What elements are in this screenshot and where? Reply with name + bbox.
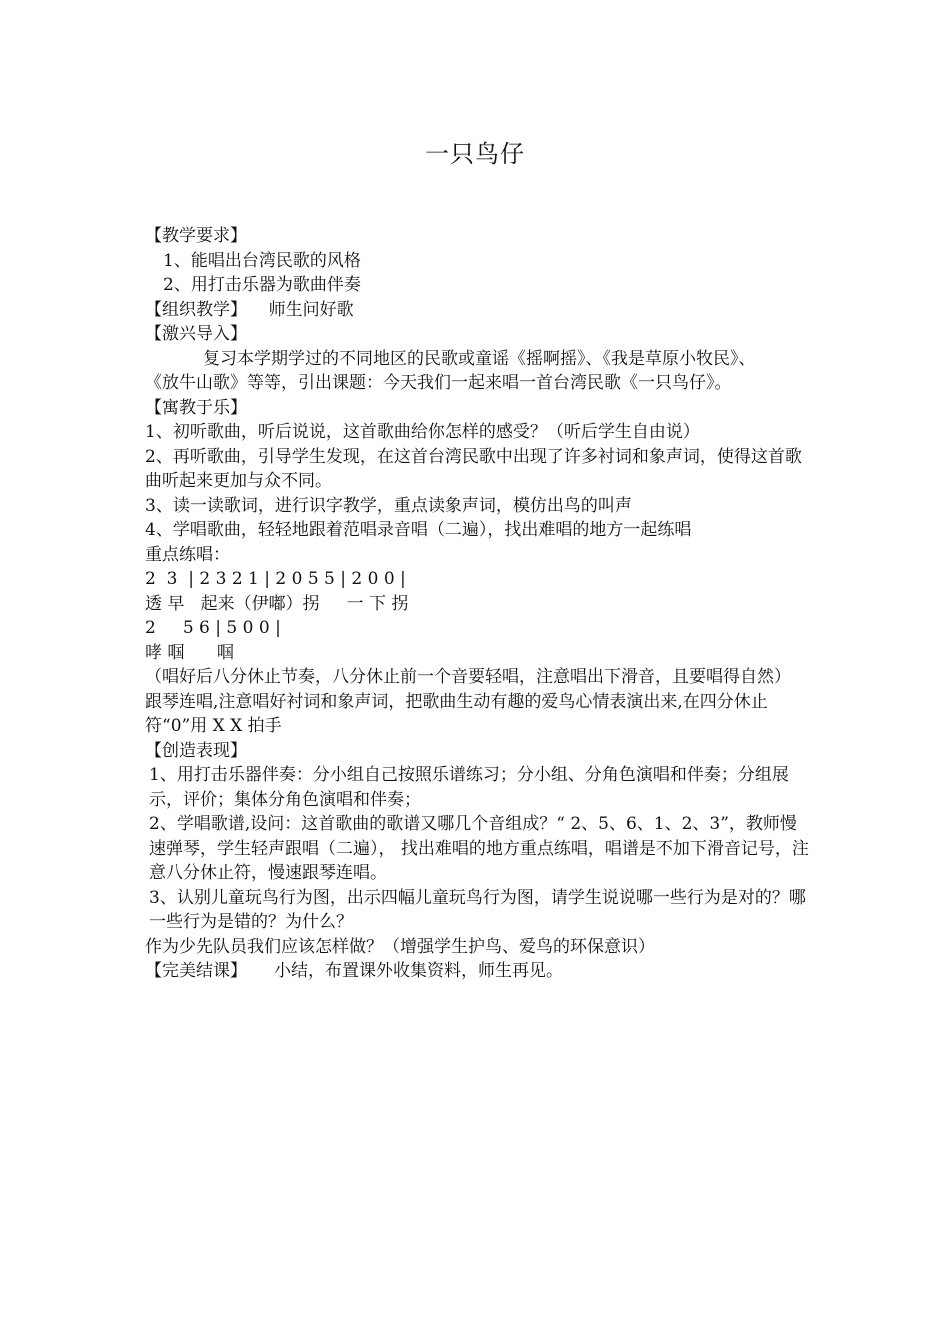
lyrics-line-1: 透 早 起来（伊嘟）拐 一 下 拐 — [145, 593, 409, 614]
document-title: 一只鸟仔 — [425, 140, 525, 168]
creation-item-2: 2、学唱歌谱,设问：这首歌曲的歌谱又哪几个音组成？“ 2、5、6、1、2、3”，教师慢速弹琴，学生轻声跟唱（二遍）， 找出难唱的地方重点练唱，唱谱是不加下滑音记号，注意八分休止符，慢速跟琴连唱。 — [149, 814, 809, 883]
requirement-item-2: 2、用打击乐器为歌曲伴奏 — [163, 275, 361, 295]
introduction-line-1: 复习本学期学过的不同地区的民歌或童谣《摇啊摇》、《我是草原小牧民》、 — [203, 348, 756, 369]
notation-line-1: 2 3 | 2 3 2 1 | 2 0 5 5 | 2 0 0 | — [145, 569, 406, 589]
creation-item-3: 3、认别儿童玩鸟行为图，出示四幅儿童玩鸟行为图，请学生说说哪一些行为是对的？哪一些行为是错的？为什么？ — [149, 887, 806, 932]
requirement-item-1: 1、能唱出台湾民歌的风格 — [163, 250, 361, 271]
teaching-step-1: 1、初听歌曲，听后说说，这首歌曲给你怎样的感受？（听后学生自由说） — [145, 422, 700, 442]
teaching-step-4: 4、学唱歌曲，轻轻地跟着范唱录音唱（二遍），找出难唱的地方一起练唱 — [145, 520, 692, 540]
lyrics-line-2: 哮 啯 啯 — [145, 642, 234, 663]
section-heading-conclusion: 【完美结课】 小结，布置课外收集资料，师生再见。 — [145, 961, 564, 981]
creation-item-3-followup: 作为少先队员我们应该怎样做？（增强学生护鸟、爱鸟的环保意识） — [145, 936, 655, 957]
section-heading-teaching: 【寓教于乐】 — [145, 397, 247, 418]
section-heading-organization: 【组织教学】 师生问好歌 — [145, 299, 354, 320]
section-heading-introduction: 【激兴导入】 — [145, 324, 247, 344]
accompany-note: 跟琴连唱,注意唱好衬词和象声词，把歌曲生动有趣的爱鸟心情表演出来,在四分休止符“0”用 X X 拍手 — [145, 691, 768, 736]
section-heading-requirements: 【教学要求】 — [145, 226, 247, 246]
teaching-step-2: 2、再听歌曲，引导学生发现，在这首台湾民歌中出现了许多衬词和象声词，使得这首歌曲听起来更加与众不同。 — [145, 446, 802, 491]
introduction-line-2: 《放牛山歌》等等，引出课题：今天我们一起来唱一首台湾民歌《一只鸟仔》。 — [145, 373, 732, 393]
teaching-step-3: 3、读一读歌词，进行识字教学，重点读象声词，模仿出鸟的叫声 — [145, 495, 632, 516]
section-heading-creation: 【创造表现】 — [145, 740, 247, 761]
practice-note: （唱好后八分休止节奏，八分休止前一个音要轻唱，注意唱出下滑音，且要唱得自然） — [145, 667, 791, 687]
notation-line-2: 2 5 6 | 5 0 0 | — [145, 618, 281, 638]
document-body — [145, 224, 813, 984]
practice-label: 重点练唱： — [145, 544, 230, 565]
creation-item-1: 1、用打击乐器伴奏：分小组自己按照乐谱练习；分小组、分角色演唱和伴奏；分组展示，评价；集体分角色演唱和伴奏； — [149, 765, 789, 810]
